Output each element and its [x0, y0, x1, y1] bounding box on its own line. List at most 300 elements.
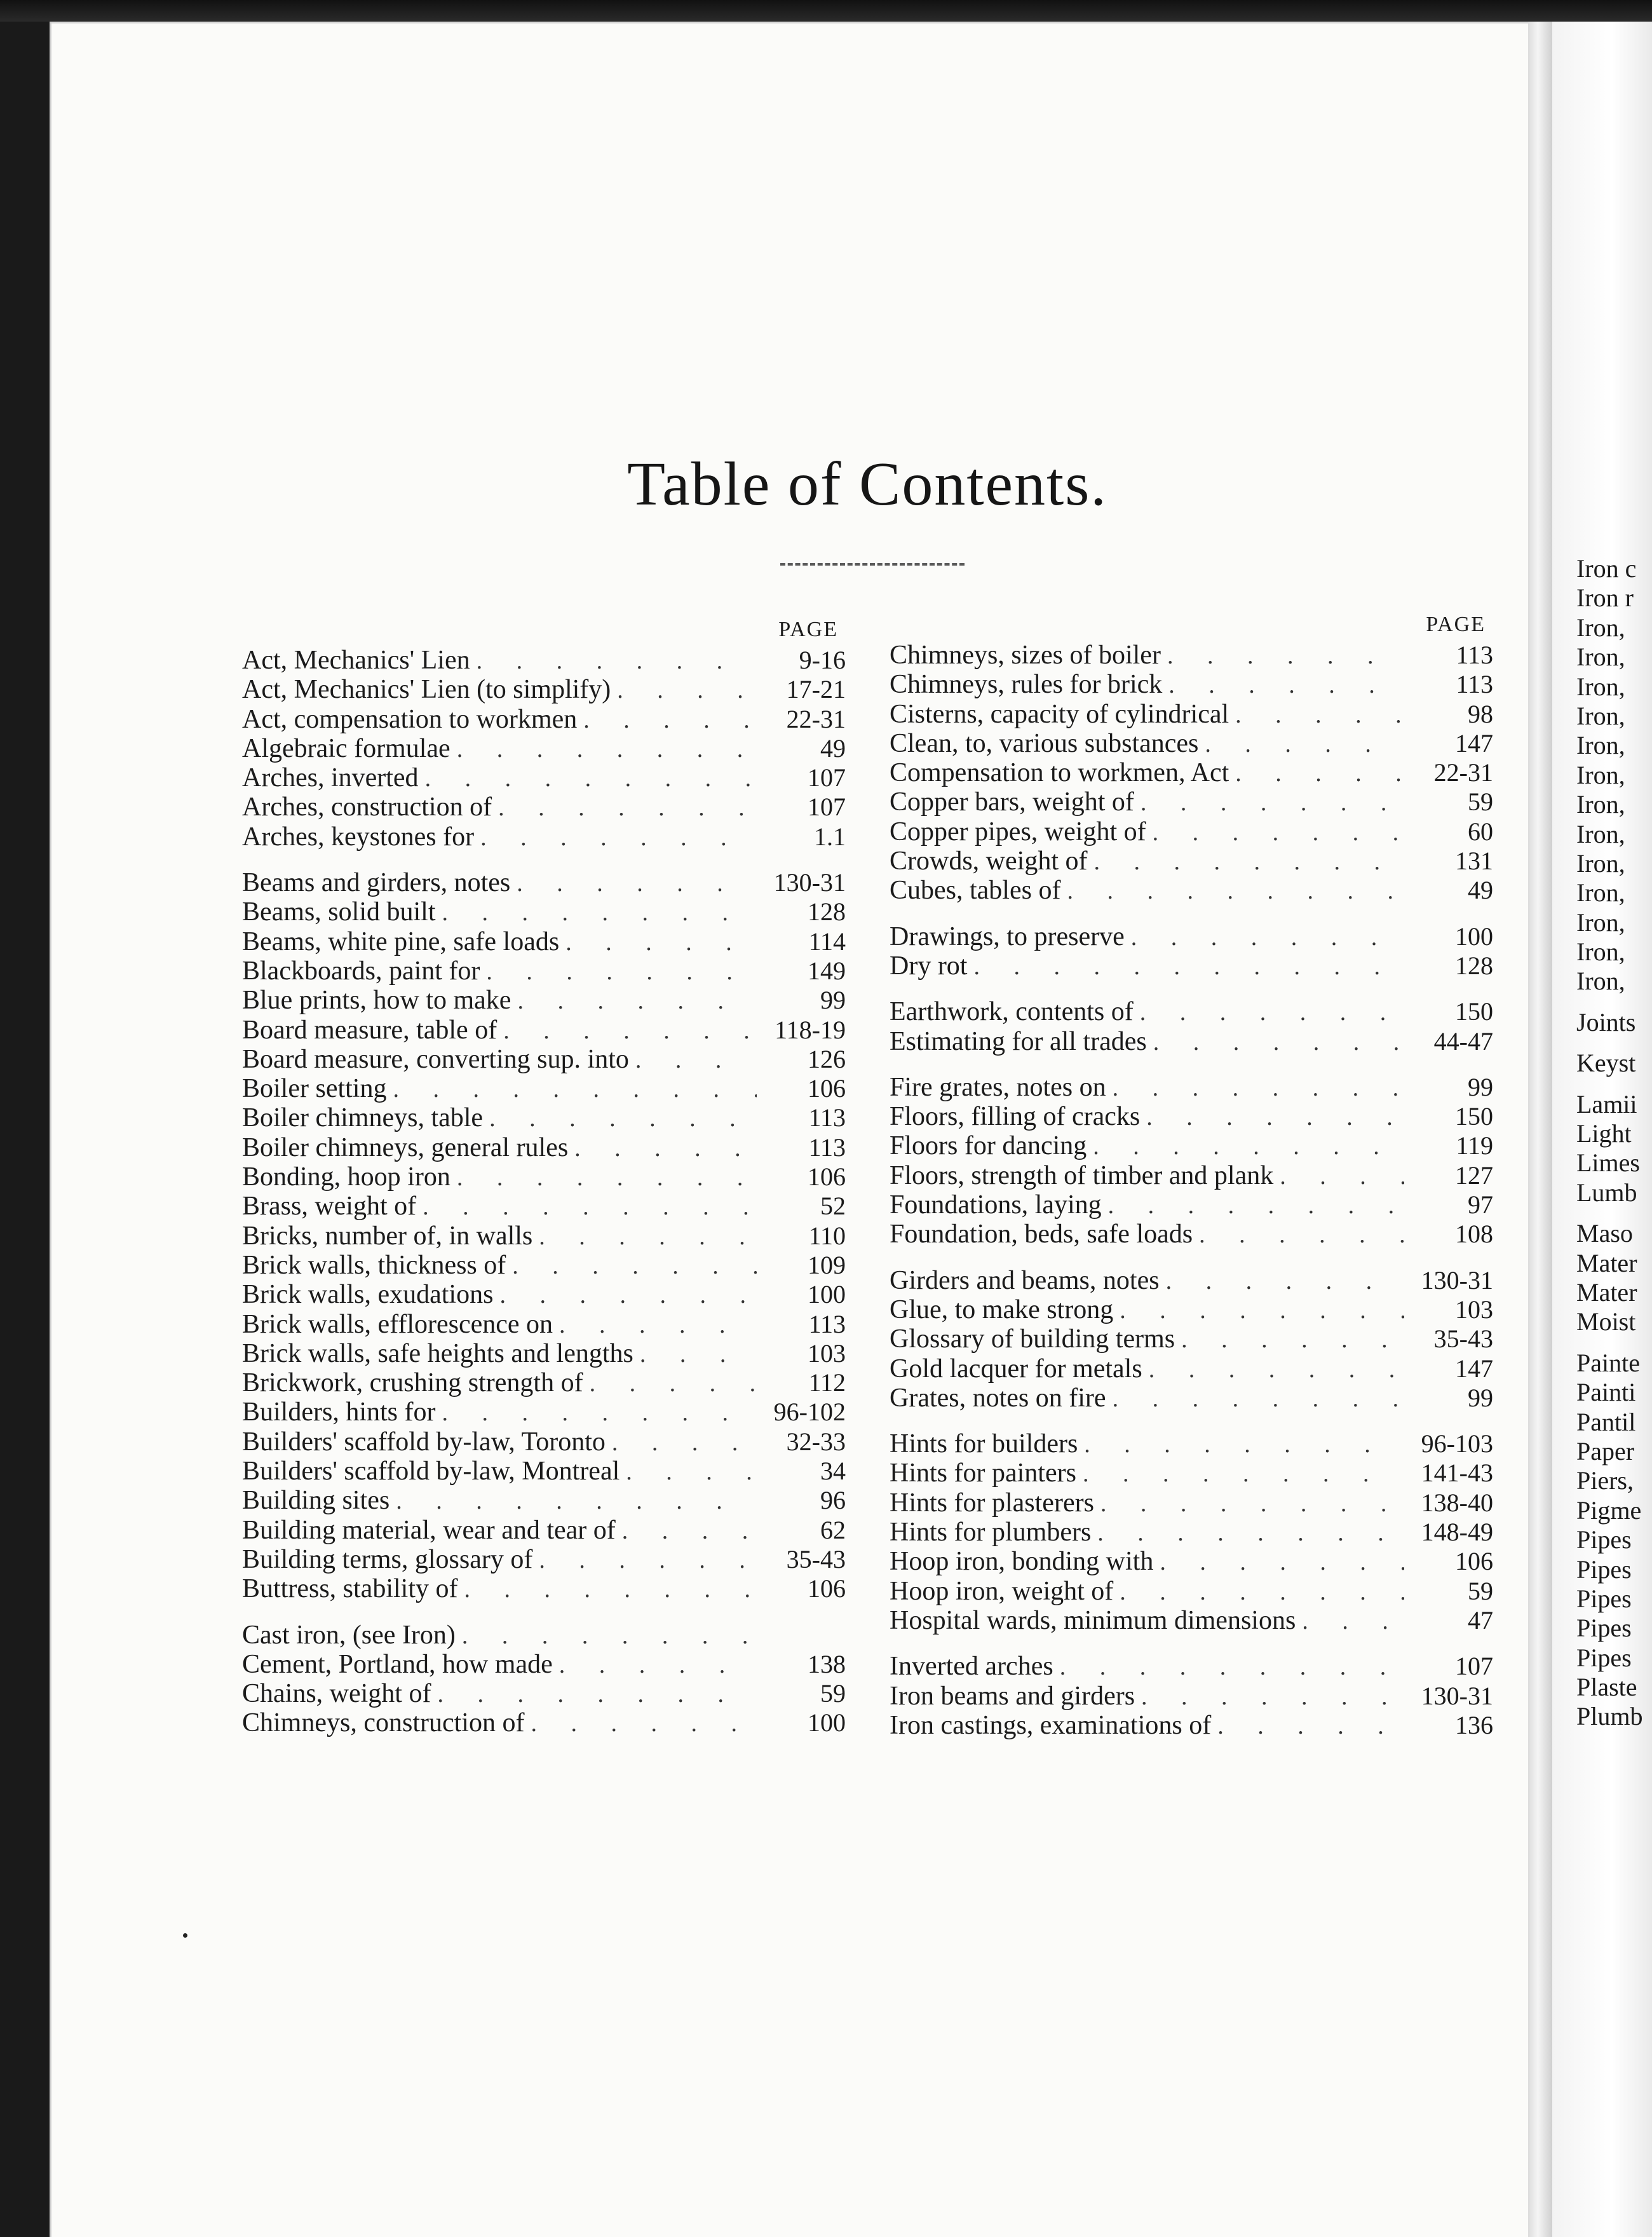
- toc-entry: [242, 1280, 846, 1309]
- facing-page-entry: Pantil: [1576, 1407, 1636, 1436]
- toc-entry-label: Brick walls, exudations: [242, 1280, 494, 1310]
- toc-entry-label: Hoop iron, weight of: [890, 1576, 1114, 1606]
- spacer: [1576, 1337, 1652, 1349]
- dot-leader: [1146, 818, 1404, 847]
- toc-column-left: [242, 618, 846, 1755]
- toc-entry-page: 100: [808, 1708, 846, 1737]
- spacer: [1576, 1078, 1652, 1090]
- toc-entry: [242, 1045, 846, 1074]
- dot-leader: [1113, 1296, 1404, 1325]
- toc-entry-page: 147: [1455, 1354, 1493, 1383]
- toc-entry-page: 109: [808, 1250, 846, 1279]
- toc-entry-page: 35-43: [1433, 1324, 1493, 1354]
- facing-page-entries: [1576, 554, 1652, 1732]
- toc-entry: [242, 1545, 846, 1574]
- toc-entry: [890, 1131, 1493, 1160]
- page-column-header: PAGE: [778, 618, 838, 641]
- toc-entry-page: 100: [1455, 921, 1493, 951]
- toc-entry: [890, 1266, 1493, 1295]
- toc-entry: [242, 1621, 846, 1650]
- toc-entry: [890, 1682, 1493, 1711]
- toc-entry-page: 110: [808, 1221, 846, 1250]
- toc-entry-page: 107: [808, 763, 846, 792]
- toc-entry-label: Copper pipes, weight of: [890, 817, 1146, 847]
- toc-entry: [242, 1310, 846, 1339]
- dot-leader: [480, 957, 757, 986]
- toc-entry-label: Building sites: [242, 1486, 390, 1516]
- dot-leader: [1094, 1489, 1404, 1518]
- toc-entry-page: 106: [808, 1162, 846, 1192]
- toc-entry-page: 113: [808, 1132, 846, 1162]
- toc-entry-label: Building terms, glossary of: [242, 1544, 533, 1574]
- toc-entry-label: Building material, wear and tear of: [242, 1515, 616, 1545]
- toc-group: [890, 997, 1493, 1056]
- facing-page-entry: Iron,: [1576, 878, 1625, 908]
- toc-entry-label: Glue, to make strong: [890, 1295, 1114, 1324]
- toc-entry: [890, 1606, 1493, 1635]
- toc-entry: [242, 675, 846, 704]
- dot-leader: [1060, 876, 1404, 906]
- toc-entry-label: Builders' scaffold by-law, Toronto: [242, 1427, 606, 1457]
- toc-entry-page: 35-43: [786, 1544, 846, 1574]
- toc-entry-label: Brass, weight of: [242, 1192, 417, 1221]
- dot-leader: [1229, 759, 1404, 788]
- toc-entry: [890, 1711, 1493, 1740]
- toc-entry-page: 128: [808, 897, 846, 927]
- toc-left-entries: [242, 646, 846, 1738]
- toc-entry-label: Arches, construction of: [242, 792, 492, 822]
- facing-page-entry: Pigme: [1576, 1495, 1642, 1525]
- toc-entry-page: 103: [808, 1338, 846, 1368]
- dot-leader: [1140, 1103, 1404, 1132]
- toc-entry: [890, 1190, 1493, 1220]
- toc-entry: [242, 1486, 846, 1515]
- toc-entry-label: Beams, white pine, safe loads: [242, 927, 560, 956]
- toc-right-entries: [890, 641, 1493, 1740]
- title-ornament: [780, 563, 965, 572]
- toc-entry-page: 113: [1456, 670, 1493, 699]
- toc-entry: [890, 700, 1493, 729]
- dot-leader: [510, 869, 757, 898]
- dot-leader: [532, 1546, 757, 1575]
- toc-entry-page: 150: [1455, 997, 1493, 1026]
- toc-entry-page: 34: [820, 1457, 846, 1486]
- dot-leader: [386, 1075, 757, 1104]
- toc-entry: [890, 1384, 1493, 1413]
- toc-entry-label: Boiler setting: [242, 1074, 387, 1104]
- toc-entry-page: 22-31: [786, 704, 846, 733]
- toc-entry: [890, 1220, 1493, 1249]
- dot-leader: [1147, 1028, 1404, 1057]
- facing-page-entry: Pipes: [1576, 1525, 1632, 1554]
- toc-entry: [890, 1102, 1493, 1131]
- toc-entry-page: 138: [808, 1649, 846, 1678]
- toc-entry-label: Gold lacquer for metals: [890, 1354, 1142, 1384]
- facing-page-entry: Mater: [1576, 1248, 1637, 1277]
- toc-entry: [242, 1516, 846, 1545]
- toc-entry-label: Hints for painters: [890, 1458, 1076, 1488]
- toc-entry-page: 107: [1455, 1652, 1493, 1681]
- toc-entry-label: Hints for plumbers: [890, 1518, 1092, 1547]
- toc-entry: [242, 1221, 846, 1251]
- toc-entry-page: 150: [1455, 1102, 1493, 1131]
- toc-entry-page: 106: [808, 1074, 846, 1103]
- facing-page-entry: Iron,: [1576, 760, 1625, 789]
- toc-entry-page: 106: [1455, 1547, 1493, 1576]
- toc-entry-label: Chains, weight of: [242, 1679, 431, 1709]
- facing-page-entry: Moist: [1576, 1307, 1636, 1336]
- dot-leader: [577, 705, 757, 735]
- toc-group: [242, 1621, 846, 1738]
- toc-entry-page: 108: [1455, 1220, 1493, 1249]
- facing-page-entry: Plaste: [1576, 1673, 1637, 1702]
- spacer: [1576, 996, 1652, 1008]
- toc-entry: [242, 868, 846, 897]
- toc-entry: [890, 1547, 1493, 1576]
- spacer: [1576, 1207, 1652, 1219]
- toc-entry-page: 22-31: [1433, 758, 1493, 787]
- toc-entry-page: 112: [808, 1368, 846, 1397]
- toc-entry-label: Boiler chimneys, general rules: [242, 1132, 569, 1162]
- dot-leader: [450, 735, 757, 764]
- toc-entry-page: 96-102: [773, 1397, 846, 1427]
- toc-entry-page: 59: [1468, 1576, 1493, 1605]
- facing-page-entry: Iron,: [1576, 790, 1625, 819]
- toc-entry-label: Floors, filling of cracks: [890, 1102, 1141, 1132]
- facing-page-entry: Iron,: [1576, 672, 1625, 701]
- toc-entry: [890, 1518, 1493, 1547]
- toc-entry-label: Chimneys, construction of: [242, 1708, 525, 1738]
- toc-entry-page: 141-43: [1421, 1458, 1493, 1488]
- toc-entry-label: Crowds, weight of: [890, 847, 1088, 876]
- dot-leader: [606, 1428, 757, 1457]
- dot-leader: [1125, 923, 1404, 952]
- toc-entry-label: Cisterns, capacity of cylindrical: [890, 699, 1229, 729]
- dot-leader: [419, 764, 757, 793]
- toc-entry: [242, 1457, 846, 1486]
- toc-group: [890, 1652, 1493, 1740]
- toc-entry: [242, 1016, 846, 1045]
- dot-leader: [389, 1486, 757, 1516]
- toc-entry-label: Arches, keystones for: [242, 822, 475, 852]
- dot-leader: [436, 898, 757, 927]
- toc-entry-label: Board measure, table of: [242, 1015, 498, 1045]
- toc-entry: [890, 758, 1493, 787]
- toc-entry-page: 113: [808, 1103, 846, 1132]
- dot-leader: [1211, 1711, 1404, 1741]
- toc-entry: [890, 1295, 1493, 1324]
- dot-leader: [506, 1251, 757, 1281]
- toc-entry: [890, 1161, 1493, 1190]
- dot-leader: [1106, 1073, 1404, 1103]
- facing-page-entry: Pipes: [1576, 1554, 1632, 1584]
- dot-leader: [1229, 700, 1404, 730]
- dot-leader: [1153, 1547, 1404, 1577]
- dot-leader: [1113, 1577, 1404, 1607]
- toc-entry-page: 118-19: [775, 1015, 846, 1044]
- dot-leader: [416, 1192, 757, 1221]
- toc-entry-label: Blue prints, how to make: [242, 986, 511, 1016]
- dot-leader: [1091, 1518, 1404, 1547]
- toc-entry-label: Beams, solid built: [242, 897, 436, 927]
- dot-leader: [1076, 1459, 1404, 1488]
- dot-leader: [583, 1369, 757, 1398]
- toc-entry-page: 136: [1455, 1710, 1493, 1739]
- toc-entry-label: Estimating for all trades: [890, 1026, 1147, 1056]
- page-title: Table of Contents.: [627, 450, 1107, 519]
- toc-entry: [890, 1354, 1493, 1384]
- toc-entry-label: Bricks, number of, in walls: [242, 1221, 533, 1251]
- toc-entry: [242, 1427, 846, 1457]
- toc-entry: [890, 729, 1493, 758]
- toc-entry-page: 148-49: [1421, 1518, 1493, 1547]
- dot-leader: [1087, 847, 1404, 876]
- toc-entry-page: 113: [808, 1309, 846, 1338]
- toc-entry-page: 49: [1468, 876, 1493, 905]
- toc-entry-page: 100: [808, 1280, 846, 1309]
- dot-leader: [616, 1516, 757, 1546]
- toc-entry-page: 52: [820, 1192, 846, 1221]
- toc-entry-page: 130-31: [1421, 1681, 1493, 1710]
- toc-entry-label: Boiler chimneys, table: [242, 1103, 484, 1133]
- toc-entry-page: 32-33: [786, 1427, 846, 1456]
- toc-entry-page: 98: [1468, 699, 1493, 728]
- toc-entry-page: 149: [808, 956, 846, 985]
- facing-page-entry: Mater: [1576, 1277, 1637, 1307]
- toc-entry-label: Copper bars, weight of: [890, 787, 1134, 817]
- dot-leader: [1193, 1220, 1404, 1249]
- toc-entry-page: 99: [1468, 1383, 1493, 1412]
- toc-entry: [890, 847, 1493, 876]
- toc-entry-page: 130-31: [773, 868, 846, 897]
- toc-entry: [890, 1577, 1493, 1606]
- toc-entry-label: Inverted arches: [890, 1652, 1053, 1682]
- facing-page-entry: Lumb: [1576, 1178, 1637, 1207]
- toc-column-right: [890, 613, 1493, 1757]
- dot-leader: [1135, 1682, 1404, 1711]
- toc-entry-page: 99: [1468, 1072, 1493, 1101]
- toc-entry-page: 96-103: [1421, 1429, 1493, 1458]
- toc-entry-page: 147: [1455, 728, 1493, 758]
- dot-leader: [435, 1398, 757, 1427]
- toc-group: [890, 922, 1493, 981]
- toc-entry-label: Earthwork, contents of: [890, 997, 1134, 1027]
- toc-entry-page: 49: [820, 733, 846, 763]
- dot-leader: [559, 928, 757, 957]
- toc-entry: [890, 817, 1493, 847]
- dot-leader: [483, 1104, 757, 1133]
- toc-entry-label: Fire grates, notes on: [890, 1072, 1106, 1102]
- toc-entry-page: 114: [808, 927, 846, 956]
- toc-group: [890, 641, 1493, 906]
- toc-entry: [242, 1368, 846, 1397]
- toc-entry-page: 60: [1468, 817, 1493, 846]
- dot-leader: [1053, 1652, 1404, 1682]
- toc-entry-page: 59: [1468, 787, 1493, 817]
- facing-page-entry: Iron,: [1576, 937, 1625, 967]
- facing-page-entry: Paper: [1576, 1436, 1635, 1465]
- scan-speck: [183, 1933, 187, 1938]
- toc-entry: [242, 1574, 846, 1603]
- toc-entry: [890, 1458, 1493, 1488]
- toc-entry-label: Compensation to workmen, Act: [890, 758, 1229, 788]
- toc-entry-label: Hospital wards, minimum dimensions: [890, 1605, 1296, 1635]
- toc-entry-page: 127: [1455, 1160, 1493, 1190]
- toc-entry: [242, 1679, 846, 1708]
- facing-page-entry: Painti: [1576, 1378, 1636, 1407]
- facing-page-entry: Pipes: [1576, 1614, 1632, 1643]
- toc-entry: [890, 951, 1493, 981]
- toc-entry-page: 138-40: [1421, 1488, 1493, 1517]
- dot-leader: [1162, 670, 1404, 700]
- dot-leader: [1142, 1355, 1404, 1384]
- toc-entry: [890, 1488, 1493, 1518]
- toc-entry: [242, 792, 846, 822]
- toc-entry: [242, 1162, 846, 1192]
- toc-entry: [890, 1652, 1493, 1681]
- page-fold-shadow: [1528, 22, 1552, 2237]
- toc-entry-label: Act, Mechanics' Lien (to simplify): [242, 675, 611, 705]
- dot-leader: [492, 793, 757, 822]
- facing-page-entry: Iron,: [1576, 731, 1625, 760]
- facing-page-entry: Pipes: [1576, 1584, 1632, 1613]
- dot-leader: [1273, 1162, 1404, 1191]
- toc-entry-label: Dry rot: [890, 951, 968, 981]
- toc-entry-label: Act, compensation to workmen: [242, 704, 578, 734]
- toc-entry: [242, 1192, 846, 1221]
- book-page: [50, 22, 1538, 2237]
- toc-entry: [890, 997, 1493, 1026]
- toc-entry: [242, 986, 846, 1015]
- toc-entry: [242, 956, 846, 986]
- facing-page-entry: Plumb: [1576, 1702, 1643, 1731]
- toc-entry: [242, 1103, 846, 1132]
- dot-leader: [1087, 1132, 1404, 1161]
- toc-entry: [242, 1074, 846, 1103]
- toc-entry: [890, 670, 1493, 699]
- dot-leader: [1134, 788, 1404, 817]
- toc-entry: [242, 1708, 846, 1737]
- toc-entry-label: Floors, strength of timber and plank: [890, 1160, 1274, 1190]
- page-column-header: PAGE: [1426, 613, 1486, 636]
- dot-leader: [493, 1281, 757, 1310]
- toc-entry: [242, 822, 846, 852]
- facing-page-entry: Iron,: [1576, 908, 1625, 937]
- dot-leader: [1106, 1384, 1404, 1413]
- dot-leader: [611, 676, 757, 705]
- toc-entry: [890, 787, 1493, 817]
- facing-page-entry: Limes: [1576, 1148, 1640, 1178]
- toc-entry: [242, 897, 846, 927]
- facing-page-edge: [1552, 22, 1652, 2237]
- toc-group: [890, 1073, 1493, 1249]
- dot-leader: [1161, 641, 1404, 670]
- toc-entry-label: Brick walls, thickness of: [242, 1250, 506, 1280]
- toc-entry-page: 62: [820, 1515, 846, 1544]
- dot-leader: [620, 1457, 757, 1486]
- facing-page-entry: Iron,: [1576, 701, 1625, 730]
- facing-page-entry: Joints: [1576, 1007, 1636, 1037]
- dot-leader: [450, 1163, 757, 1192]
- toc-entry-page: 131: [1455, 847, 1493, 876]
- toc-entry-label: Beams and girders, notes: [242, 868, 511, 898]
- toc-entry: [890, 876, 1493, 905]
- toc-entry: [242, 1133, 846, 1162]
- toc-entry-label: Hints for builders: [890, 1429, 1078, 1459]
- facing-page-entry: Iron,: [1576, 967, 1625, 996]
- toc-entry-label: Foundations, laying: [890, 1190, 1102, 1220]
- scan-top-border: [0, 0, 1652, 22]
- dot-leader: [431, 1680, 757, 1709]
- toc-entry: [890, 1027, 1493, 1056]
- toc-entry-page: 96: [820, 1486, 846, 1515]
- toc-entry-page: 1.1: [814, 822, 846, 851]
- toc-entry-page: 106: [808, 1574, 846, 1603]
- facing-page-entry: Iron c: [1576, 554, 1637, 583]
- toc-entry-label: Blackboards, paint for: [242, 956, 480, 986]
- facing-page-entry: Iron,: [1576, 613, 1625, 642]
- toc-entry-label: Bonding, hoop iron: [242, 1162, 450, 1192]
- toc-entry-label: Cement, Portland, how made: [242, 1649, 553, 1679]
- toc-entry-label: Iron beams and girders: [890, 1681, 1135, 1711]
- toc-entry: [890, 1073, 1493, 1102]
- toc-group: [890, 1429, 1493, 1635]
- facing-page-entry: Painte: [1576, 1348, 1640, 1377]
- toc-entry-page: 47: [1468, 1605, 1493, 1635]
- toc-entry-label: Arches, inverted: [242, 763, 419, 793]
- facing-page-entry: Lamii: [1576, 1089, 1637, 1118]
- toc-entry-label: Glossary of building terms: [890, 1324, 1175, 1354]
- toc-entry-page: 113: [1456, 641, 1493, 669]
- toc-entry: [242, 1251, 846, 1280]
- dot-leader: [1102, 1191, 1404, 1220]
- toc-entry-page: 99: [820, 986, 846, 1015]
- toc-entry-label: Girders and beams, notes: [890, 1265, 1160, 1295]
- toc-entry-page: 97: [1468, 1190, 1493, 1220]
- toc-entry-label: Floors for dancing: [890, 1131, 1087, 1161]
- toc-entry-label: Grates, notes on fire: [890, 1383, 1106, 1413]
- toc-entry-label: Builders' scaffold by-law, Montreal: [242, 1457, 620, 1486]
- dot-leader: [1160, 1267, 1404, 1296]
- dot-leader: [568, 1134, 757, 1163]
- toc-entry-label: Drawings, to preserve: [890, 921, 1125, 951]
- dot-leader: [1296, 1607, 1404, 1636]
- toc-entry: [890, 1429, 1493, 1458]
- dot-leader: [497, 1016, 757, 1045]
- toc-entry-page: 126: [808, 1044, 846, 1073]
- toc-entry-label: Buttress, stability of: [242, 1574, 458, 1604]
- dot-leader: [1134, 998, 1404, 1027]
- toc-entry-page: 17-21: [786, 675, 846, 704]
- toc-entry-label: Chimneys, rules for brick: [890, 670, 1163, 700]
- toc-entry-label: Iron castings, examinations of: [890, 1710, 1212, 1740]
- facing-page-entry: Iron,: [1576, 848, 1625, 878]
- dot-leader: [524, 1709, 757, 1738]
- toc-entry-page: 107: [808, 792, 846, 822]
- facing-page-entry: Light: [1576, 1119, 1632, 1148]
- toc-entry-page: 59: [820, 1679, 846, 1708]
- facing-page-entry: Maso: [1576, 1219, 1633, 1248]
- dot-leader: [553, 1310, 757, 1340]
- toc-entry: [890, 922, 1493, 951]
- toc-entry-page: 128: [1455, 951, 1493, 980]
- dot-leader: [456, 1621, 757, 1650]
- toc-entry-page: 44-47: [1433, 1026, 1493, 1056]
- dot-leader: [553, 1650, 757, 1680]
- toc-entry-page: 103: [1455, 1295, 1493, 1324]
- toc-entry-label: Clean, to, various substances: [890, 728, 1199, 758]
- facing-page-entry: Keyst: [1576, 1049, 1636, 1078]
